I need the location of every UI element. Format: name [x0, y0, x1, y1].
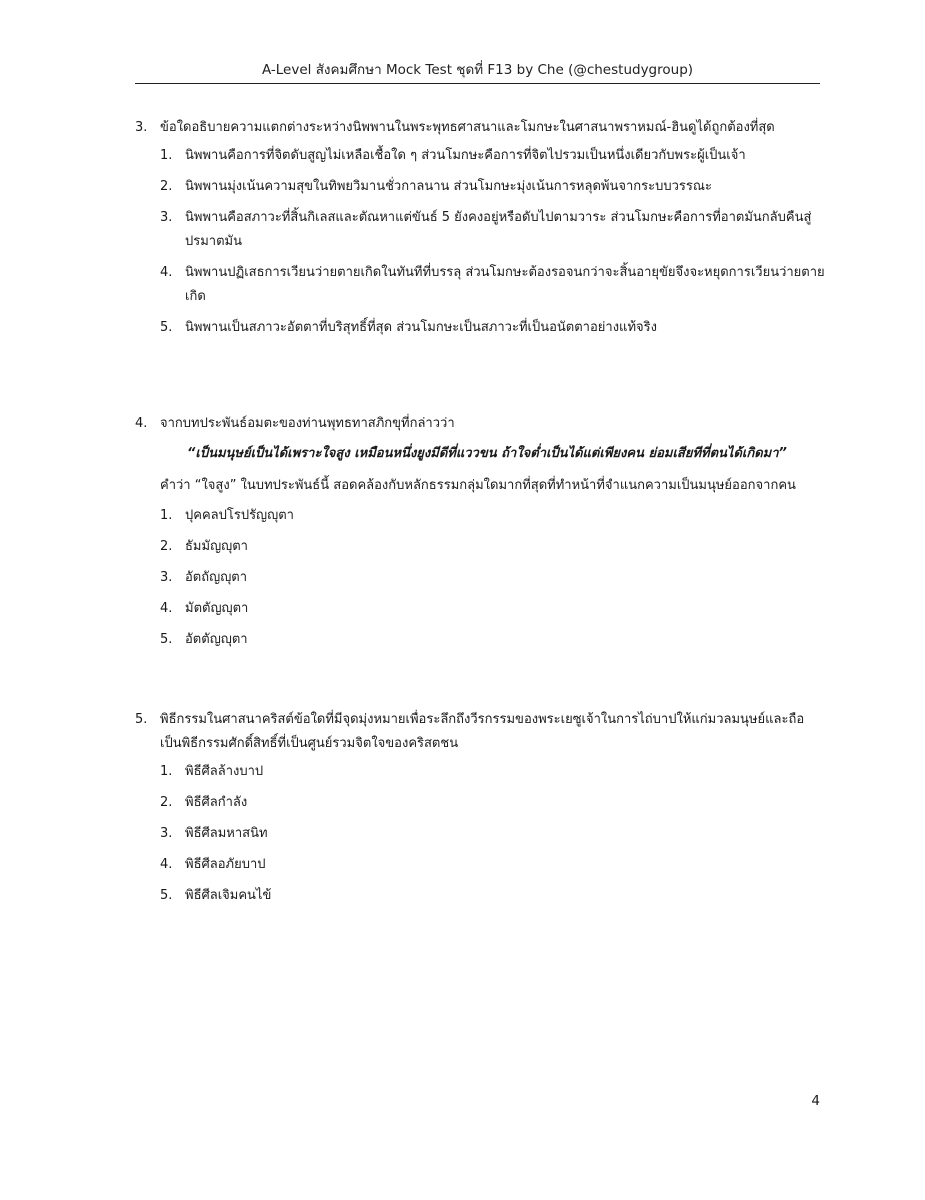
- option-number: 2.: [160, 179, 173, 194]
- option-number: 2.: [160, 795, 173, 810]
- option-text: นิพพานคือการที่จิตดับสูญไม่เหลือเชื้อใด ๆ ส่วนโมกษะคือการที่จิตไปรวมเป็นหนึ่งเดียวกับพระผู้เป็นเจ้า: [185, 148, 746, 163]
- option-item: [160, 144, 825, 168]
- option-item: [160, 760, 825, 784]
- option-text: ธัมมัญญุตา: [185, 539, 248, 554]
- option-text: พิธีศีลล้างบาป: [185, 764, 264, 779]
- question-stem: [135, 708, 825, 756]
- question-text: พิธีกรรมในศาสนาคริสต์ข้อใดที่มีจุดมุ่งหมายเพื่อระลึกถึงวีรกรรมของพระเยซูเจ้าในการไถ่บาปให้แก่มวลมนุษย์และถือเป็นพิธีกรรมศักดิ์สิทธิ์ที่เป็นศูนย์รวมจิตใจของคริสตชน: [160, 712, 805, 751]
- option-item: [160, 535, 825, 559]
- option-text: พิธีศีลกำลัง: [185, 795, 248, 810]
- options-list: [160, 144, 825, 340]
- question-text: ข้อใดอธิบายความแตกต่างระหว่างนิพพานในพระพุทธศาสนาและโมกษะในศาสนาพราหมณ์-ฮินดูได้ถูกต้องที่สุด: [160, 120, 775, 135]
- option-text: พิธีศีลอภัยบาป: [185, 857, 266, 872]
- header-divider: [135, 83, 820, 84]
- page-header: A-Level สังคมศึกษา Mock Test ชุดที่ F13 by Che (@chestudygroup): [261, 62, 694, 78]
- option-item: [160, 597, 825, 621]
- option-item: [160, 316, 825, 340]
- option-text: ปุคคลปโรปรัญญุตา: [185, 508, 294, 523]
- question-5: [135, 708, 825, 915]
- option-item: [160, 628, 825, 652]
- option-item: [160, 504, 825, 528]
- option-number: 4.: [160, 601, 173, 616]
- question-number: 5.: [135, 712, 148, 727]
- option-text: อัตตัญญุตา: [185, 632, 248, 647]
- question-number: 3.: [135, 120, 148, 135]
- option-text: พิธีศีลมหาสนิท: [185, 826, 268, 841]
- question-stem: [135, 116, 825, 140]
- question-stem: [135, 412, 825, 436]
- poem-quote: “เป็นมนุษย์เป็นได้เพราะใจสูง เหมือนหนึ่งยูงมีดีที่แววขน ถ้าใจต่ำเป็นได้แต่เพียงคน ย่อมเสียทีที่ตนได้เกิดมา”: [187, 446, 787, 461]
- option-number: 4.: [160, 857, 173, 872]
- option-item: [160, 853, 825, 877]
- option-number: 1.: [160, 148, 173, 163]
- option-text: อัตถัญญุตา: [185, 570, 248, 585]
- option-item: [160, 261, 825, 309]
- question-prompt: คำว่า “ใจสูง” ในบทประพันธ์นี้ สอดคล้องกับหลักธรรมกลุ่มใดมากที่สุดที่ทำหน้าที่จำแนกความเป็นมนุษย์ออกจากคน: [160, 478, 796, 493]
- option-text: นิพพานคือสภาวะที่สิ้นกิเลสและตัณหาแต่ขันธ์ 5 ยังคงอยู่หรือดับไปตามวาระ ส่วนโมกษะคือการที่อาตมันกลับคืนสู่ปรมาตมัน: [185, 210, 812, 249]
- option-number: 5.: [160, 320, 173, 335]
- option-number: 2.: [160, 539, 173, 554]
- option-text: มัตตัญญุตา: [185, 601, 249, 616]
- option-number: 5.: [160, 888, 173, 903]
- option-text: นิพพานมุ่งเน้นความสุขในทิพยวิมานชั่วกาลนาน ส่วนโมกษะมุ่งเน้นการหลุดพ้นจากระบบวรรณะ: [185, 179, 712, 194]
- option-item: [160, 206, 825, 254]
- option-number: 3.: [160, 210, 173, 225]
- options-list: [160, 760, 825, 908]
- option-item: [160, 822, 825, 846]
- question-text: จากบทประพันธ์อมตะของท่านพุทธทาสภิกขุที่กล่าวว่า: [160, 416, 455, 431]
- option-item: [160, 566, 825, 590]
- page-number: 4: [811, 1093, 820, 1109]
- option-number: 3.: [160, 826, 173, 841]
- option-text: นิพพานปฏิเสธการเวียนว่ายตายเกิดในทันทีที่บรรลุ ส่วนโมกษะต้องรอจนกว่าจะสิ้นอายุขัยจึงจะหยุดการเวียนว่ายตายเกิด: [185, 265, 825, 304]
- option-item: [160, 884, 825, 908]
- option-number: 1.: [160, 508, 173, 523]
- option-number: 3.: [160, 570, 173, 585]
- question-4: [135, 412, 825, 659]
- option-text: นิพพานเป็นสภาวะอัตตาที่บริสุทธิ์ที่สุด ส่วนโมกษะเป็นสภาวะที่เป็นอนัตตาอย่างแท้จริง: [185, 320, 657, 335]
- option-number: 1.: [160, 764, 173, 779]
- options-list: [160, 504, 825, 652]
- question-number: 4.: [135, 416, 148, 431]
- option-number: 4.: [160, 265, 173, 280]
- option-text: พิธีศีลเจิมคนไข้: [185, 888, 272, 903]
- question-3: [135, 116, 825, 347]
- option-number: 5.: [160, 632, 173, 647]
- option-item: [160, 791, 825, 815]
- option-item: [160, 175, 825, 199]
